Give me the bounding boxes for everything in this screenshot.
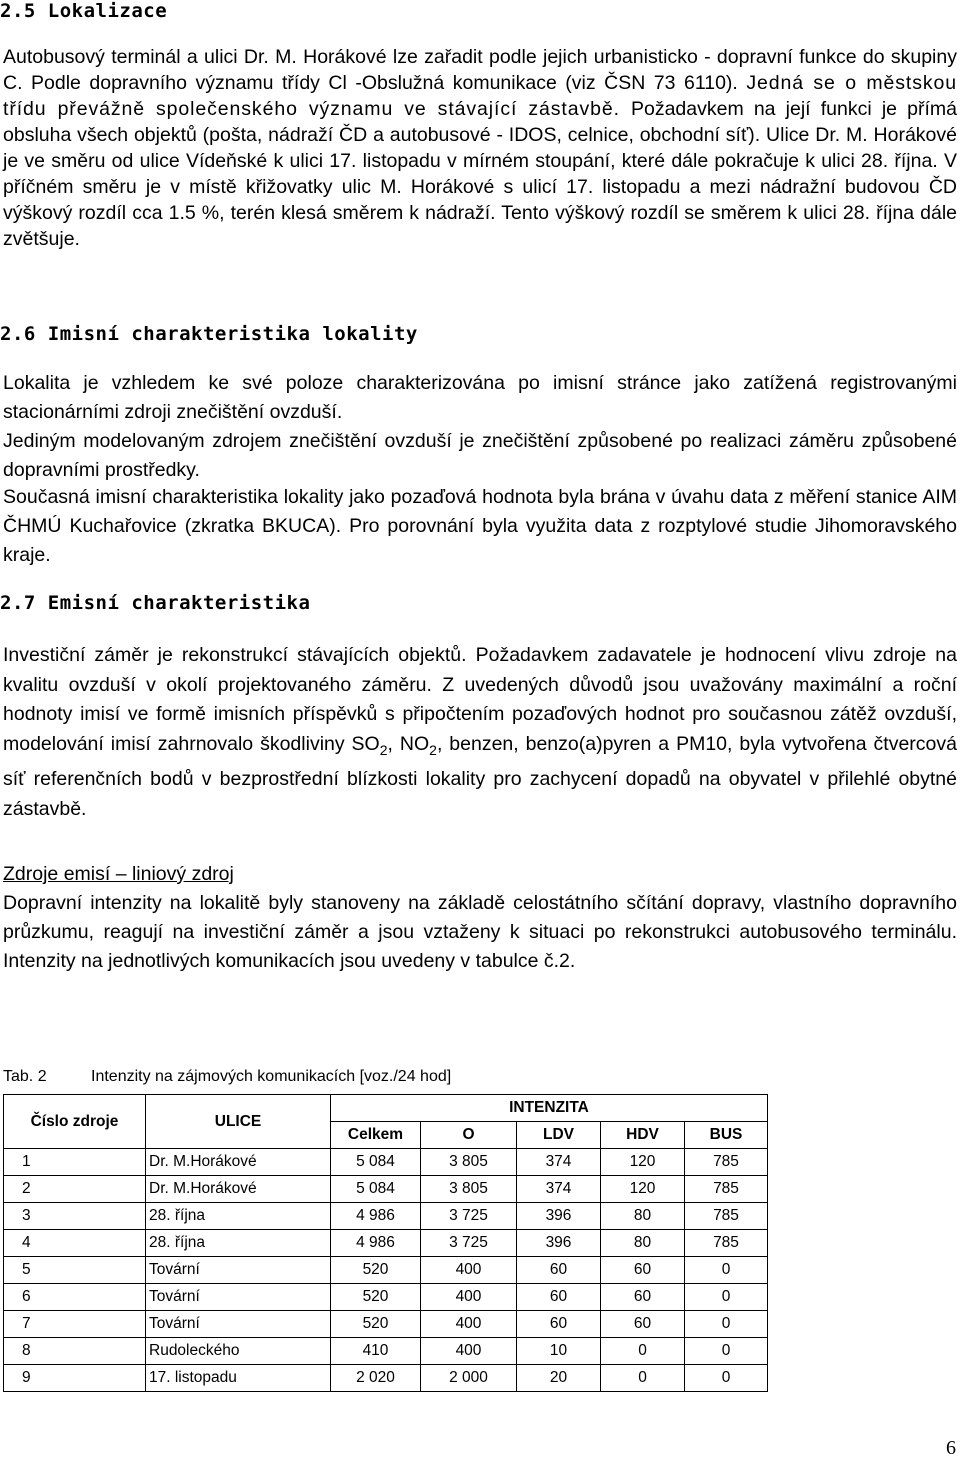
table-header-row	[4, 1095, 768, 1122]
subheader-ldv: LDV	[517, 1122, 601, 1149]
table-cell: 520	[331, 1311, 421, 1338]
table-row	[4, 1149, 768, 1176]
subheading-liniovy-zdroj	[3, 860, 957, 889]
subheader-bus: BUS	[685, 1122, 768, 1149]
table-cell: 520	[331, 1257, 421, 1284]
table-cell: 80	[601, 1230, 685, 1257]
table-cell: 0	[601, 1338, 685, 1365]
table-row	[4, 1311, 768, 1338]
table-cell: Rudoleckého	[146, 1338, 331, 1365]
emise-text-after: , benzen, benzo(a)pyren a PM10, byla vytvořena čtvercová síť referenčních bodů v bezprostřední blízkosti lokality pro zachycení dopadů na obyvatel v přilehlé obytné zástavbě.	[3, 732, 957, 820]
table-cell: 0	[685, 1284, 768, 1311]
table-cell: 3	[4, 1203, 146, 1230]
table-cell: 3 725	[421, 1203, 517, 1230]
table-cell: 520	[331, 1284, 421, 1311]
table-cell: 400	[421, 1284, 517, 1311]
table-row	[4, 1338, 768, 1365]
table-cell: 785	[685, 1176, 768, 1203]
table-cell: 2	[4, 1176, 146, 1203]
emise-text-between: , NO	[387, 732, 430, 755]
table-cell: 80	[601, 1203, 685, 1230]
table-cell: 0	[685, 1257, 768, 1284]
header-intenzita: INTENZITA	[331, 1095, 768, 1122]
table-cell: 5 084	[331, 1176, 421, 1203]
paragraph-imise-2: Jediným modelovaným zdrojem znečištění ovzduší je znečištění způsobené po realizaci záměru způsobené dopravními prostředky.	[3, 430, 957, 481]
so2-subscript: 2	[379, 741, 388, 758]
table-cell: 2 000	[421, 1365, 517, 1392]
table-cell: 20	[517, 1365, 601, 1392]
lokalizace-text-b: Jedná se o městskou třídu převážně společenského významu ve stávající zástavbě.	[3, 72, 957, 120]
intensity-table	[3, 1094, 768, 1392]
paragraph-imise-1: Lokalita je vzhledem ke své poloze charakterizována po imisní stránce jako zatížená registrovanými stacionárními zdroji znečištění ovzduší.	[3, 372, 957, 423]
table-cell: 0	[685, 1365, 768, 1392]
table-cell: 2 020	[331, 1365, 421, 1392]
table-cell: 120	[601, 1149, 685, 1176]
table-cell: 4	[4, 1230, 146, 1257]
table-cell: Tovární	[146, 1257, 331, 1284]
table-cell: 60	[601, 1311, 685, 1338]
table-cell: 400	[421, 1257, 517, 1284]
table-row	[4, 1257, 768, 1284]
table-cell: 17. listopadu	[146, 1365, 331, 1392]
table-row	[4, 1284, 768, 1311]
table-cell: Dr. M.Horákové	[146, 1176, 331, 1203]
table-cell: 3 725	[421, 1230, 517, 1257]
table-cell: 0	[685, 1338, 768, 1365]
subheader-o: O	[421, 1122, 517, 1149]
table-cell: 60	[601, 1284, 685, 1311]
table-row	[4, 1365, 768, 1392]
lokalizace-text-c: Požadavkem na její funkci je přímá obsluha všech objektů (pošta, nádraží ČD a autobusové - IDOS, celnice, obchodní síť). Ulice Dr. M. Horákové je ve směru od ulice Vídeňské k ulici 17. listopadu v mírném stoupání, které dále pokračuje k ulici 28. října. V příčném směru je v místě křižovatky ulic M. Horákové s ulicí 17. listopadu a mezi nádražní budovou ČD výškový rozdíl cca 1.5 %, terén klesá směrem k nádraží. Tento výškový rozdíl se směrem k ulici 28. října dále zvětšuje.	[3, 98, 957, 250]
section-heading-lokalizace: 2.5 Lokalizace	[0, 0, 168, 22]
table-caption-text: Intenzity na zájmových komunikacích [voz./24 hod]	[91, 1068, 452, 1085]
table-cell: 400	[421, 1311, 517, 1338]
lokalizace-text-a: Autobusový terminál a ulici Dr. M. Horákové lze zařadit podle jejich urbanisticko - dopravní funkce do skupiny C. Podle dopravního významu třídy Cl -Obslužná komunikace (viz ČSN 73 6110).	[3, 46, 957, 94]
liniovy-zdroj-label: Zdroje emisí – liniový zdroj	[3, 863, 234, 885]
no2-subscript: 2	[429, 741, 437, 758]
table-cell: 6	[4, 1284, 146, 1311]
table-cell: 5	[4, 1257, 146, 1284]
table-cell: 785	[685, 1149, 768, 1176]
paragraph-imise-3: Současná imisní charakteristika lokality jako pozaďová hodnota byla brána v úvahu data z měření stanice AIM ČHMÚ Kuchařovice (zkratka BKUCA). Pro porovnání byla využita data z rozptylové studie Jihomoravského kraje.	[3, 486, 957, 566]
header-cislo-zdroje: Číslo zdroje	[4, 1095, 146, 1149]
table-cell: 9	[4, 1365, 146, 1392]
subheader-celkem: Celkem	[331, 1122, 421, 1149]
table-cell: Dr. M.Horákové	[146, 1149, 331, 1176]
table-cell: 396	[517, 1203, 601, 1230]
table-caption-label: Tab. 2	[3, 1068, 47, 1085]
table-cell: 5 084	[331, 1149, 421, 1176]
table-cell: 60	[517, 1284, 601, 1311]
table-cell: 120	[601, 1176, 685, 1203]
table-cell: 396	[517, 1230, 601, 1257]
emise-text-before-so2: Investiční záměr je rekonstrukcí stávajících objektů. Požadavkem zadavatele je hodnocení vlivu zdroje na kvalitu ovzduší v okolí projektovaného záměru. Z uvedených důvodů jsou uvažovány maximální a roční hodnoty imisí ve formě imisních příspěvků s připočtením pozaďových hodnot pro současnou zátěž ovzduší, modelování imisí zahrnovalo škodliviny SO	[3, 644, 957, 755]
table-cell: 8	[4, 1338, 146, 1365]
paragraph-emise-2: Dopravní intenzity na lokalitě byly stanoveny na základě celostátního sčítání dopravy, vlastního dopravního průzkumu, reagují na investiční záměr a jsou vztaženy k situaci po rekonstrukci autobusového terminálu. Intenzity na jednotlivých komunikacích jsou uvedeny v tabulce č.2.	[3, 892, 957, 972]
table-cell: 785	[685, 1230, 768, 1257]
page-number: 6	[946, 1437, 956, 1459]
table-row	[4, 1176, 768, 1203]
table-cell: 28. října	[146, 1203, 331, 1230]
table-cell: 60	[517, 1311, 601, 1338]
table-cell: 7	[4, 1311, 146, 1338]
table-cell: 0	[685, 1311, 768, 1338]
table-cell: 3 805	[421, 1149, 517, 1176]
table-row	[4, 1230, 768, 1257]
table-cell: 0	[601, 1365, 685, 1392]
table-cell: Tovární	[146, 1311, 331, 1338]
table-cell: 60	[601, 1257, 685, 1284]
table-cell: 4 986	[331, 1203, 421, 1230]
table-row	[4, 1203, 768, 1230]
paragraph-emise-1	[3, 641, 957, 824]
subheader-hdv: HDV	[601, 1122, 685, 1149]
table-cell: 60	[517, 1257, 601, 1284]
section-heading-emisni-charakteristika: 2.7 Emisní charakteristika	[0, 592, 311, 614]
table-cell: 10	[517, 1338, 601, 1365]
table-cell: 410	[331, 1338, 421, 1365]
table-cell: 4 986	[331, 1230, 421, 1257]
paragraph-lokalizace	[3, 44, 957, 252]
header-ulice: ULICE	[146, 1095, 331, 1149]
table-cell: 785	[685, 1203, 768, 1230]
table-cell: Tovární	[146, 1284, 331, 1311]
table-cell: 374	[517, 1176, 601, 1203]
table-cell: 1	[4, 1149, 146, 1176]
table-cell: 374	[517, 1149, 601, 1176]
table-cell: 400	[421, 1338, 517, 1365]
section-heading-imisni-charakteristika: 2.6 Imisní charakteristika lokality	[0, 323, 418, 345]
table-cell: 28. října	[146, 1230, 331, 1257]
table-cell: 3 805	[421, 1176, 517, 1203]
